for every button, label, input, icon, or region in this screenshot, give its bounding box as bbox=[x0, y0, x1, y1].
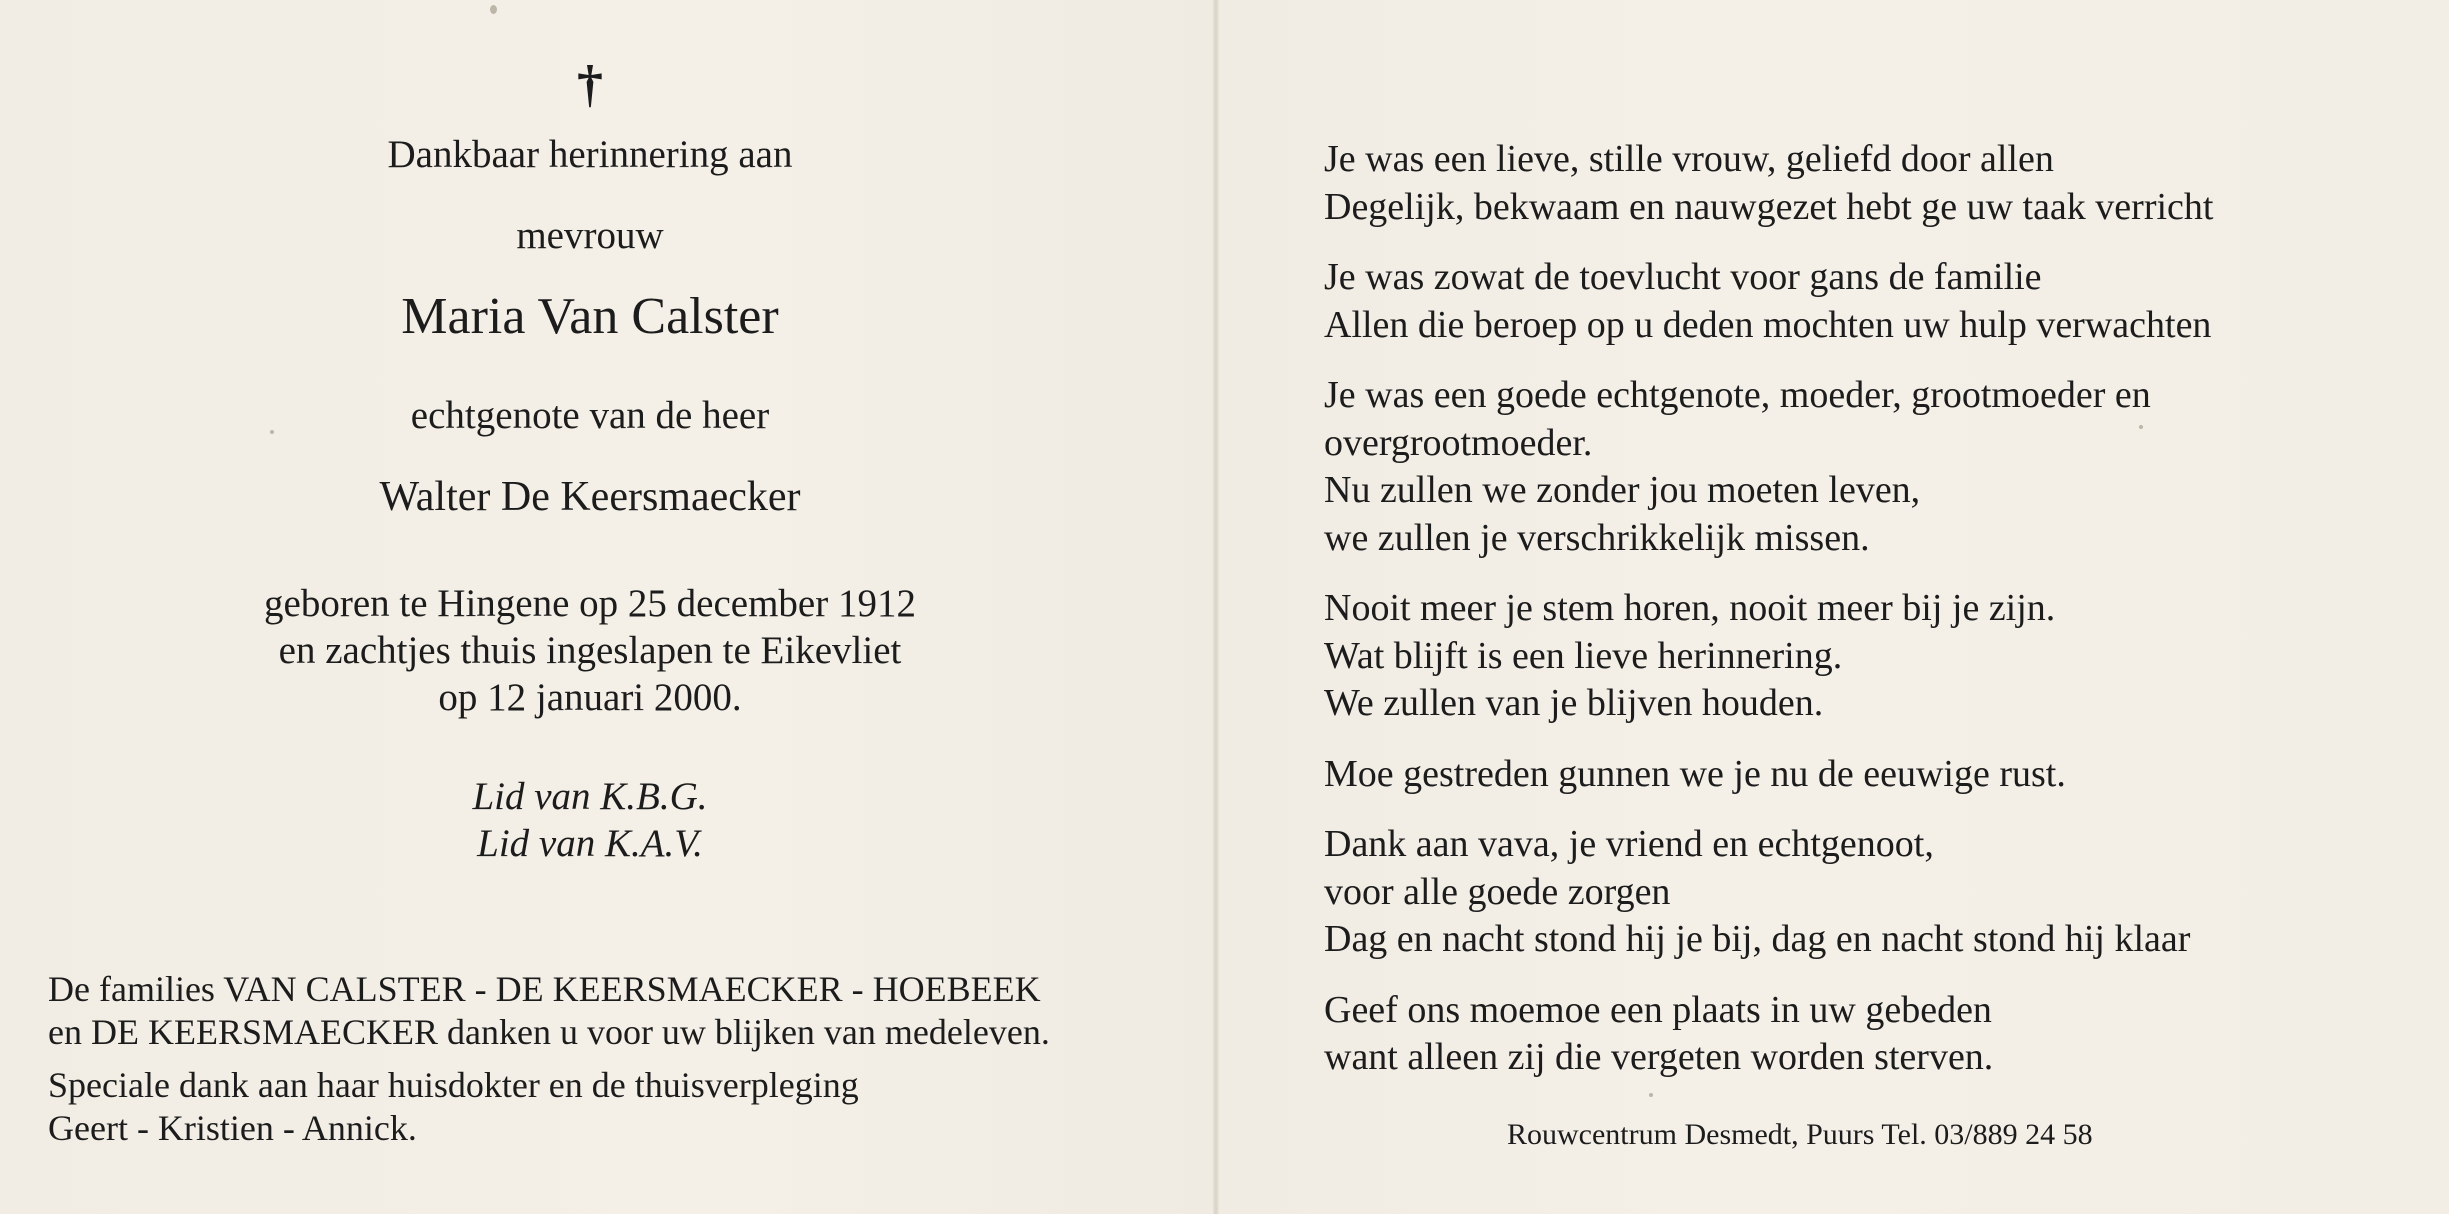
special-thanks-line: Geert - Kristien - Annick. bbox=[48, 1108, 417, 1148]
poem-line: Moe gestreden gunnen we je nu de eeuwige rust. bbox=[1324, 752, 2066, 795]
families-thanks bbox=[48, 968, 1050, 1054]
poem-line: We zullen van je blijven houden. bbox=[1324, 682, 1824, 724]
poem-line: Je was zowat de toevlucht voor gans de familie bbox=[1324, 256, 2042, 298]
poem-stanza bbox=[1324, 821, 2213, 964]
poem-line: want alleen zij die vergeten worden sterven. bbox=[1324, 1036, 1994, 1078]
membership-item: Lid van K.B.G. bbox=[472, 775, 708, 818]
poem-stanza bbox=[1324, 585, 2213, 728]
death-line: en zachtjes thuis ingeslapen te Eikevliet bbox=[278, 629, 902, 672]
cross-icon: † bbox=[577, 56, 603, 113]
special-thanks bbox=[48, 1064, 859, 1150]
families-line: De families VAN CALSTER - DE KEERSMAECKER - HOEBEEK bbox=[48, 969, 1041, 1009]
poem-stanza bbox=[1324, 254, 2213, 349]
death-date-line: op 12 januari 2000. bbox=[438, 676, 742, 719]
special-thanks-line: Speciale dank aan haar huisdokter en de thuisverpleging bbox=[48, 1065, 859, 1105]
membership-item: Lid van K.A.V. bbox=[477, 822, 703, 865]
poem-line: Geef ons moemoe een plaats in uw gebeden bbox=[1324, 988, 1992, 1031]
spouse-intro: echtgenote van de heer bbox=[410, 394, 770, 437]
right-panel bbox=[1219, 0, 2449, 1214]
families-line: en DE KEERSMAECKER danken u voor uw blijken van medeleven. bbox=[48, 1012, 1050, 1052]
title-word: mevrouw bbox=[516, 214, 664, 257]
intro-text: Dankbaar herinnering aan bbox=[387, 133, 793, 176]
poem-line: we zullen je verschrikkelijk missen. bbox=[1324, 516, 1870, 559]
poem bbox=[1324, 136, 2213, 1105]
poem-line: Nooit meer je stem horen, nooit meer bij je zijn. bbox=[1324, 587, 2056, 629]
poem-stanza bbox=[1324, 751, 2213, 799]
poem-stanza bbox=[1324, 987, 2213, 1082]
poem-line: Je was een goede echtgenote, moeder, grootmoeder en bbox=[1324, 374, 2151, 416]
deceased-name: Maria Van Calster bbox=[401, 288, 779, 345]
poem-stanza bbox=[1324, 136, 2213, 231]
poem-line: Degelijk, bekwaam en nauwgezet hebt ge uw taak verricht bbox=[1324, 185, 2214, 228]
poem-line: Dag en nacht stond hij je bij, dag en nacht stond hij klaar bbox=[1324, 918, 2191, 960]
poem-line: overgrootmoeder. bbox=[1324, 421, 1593, 464]
spouse-name: Walter De Keersmaecker bbox=[379, 474, 801, 520]
poem-line: Nu zullen we zonder jou moeten leven, bbox=[1324, 469, 1921, 511]
memberships bbox=[0, 773, 1180, 867]
birth-line: geboren te Hingene op 25 december 1912 bbox=[264, 582, 916, 625]
poem-line: Dank aan vava, je vriend en echtgenoot, bbox=[1324, 823, 1934, 865]
poem-line: Allen die beroep op u deden mochten uw hulp verwachten bbox=[1324, 303, 2212, 346]
left-panel bbox=[0, 0, 1213, 1214]
poem-stanza bbox=[1324, 372, 2213, 562]
poem-line: Je was een lieve, stille vrouw, geliefd door allen bbox=[1324, 138, 2054, 180]
poem-line: voor alle goede zorgen bbox=[1324, 870, 1671, 913]
funeral-home-footer: Rouwcentrum Desmedt, Puurs Tel. 03/889 24 58 bbox=[1507, 1118, 2093, 1151]
poem-line: Wat blijft is een lieve herinnering. bbox=[1324, 634, 1843, 677]
life-dates bbox=[0, 580, 1180, 721]
